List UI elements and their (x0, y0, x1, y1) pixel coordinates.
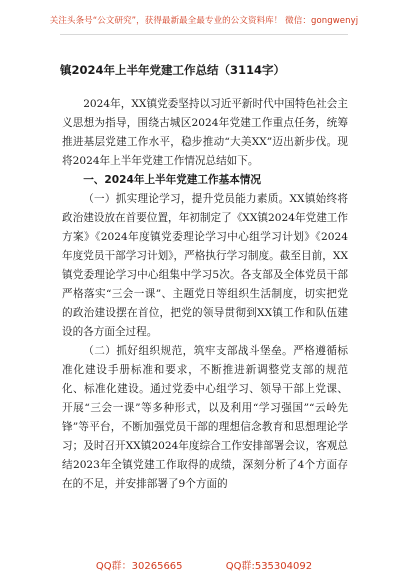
footer (0, 557, 408, 572)
section-heading: 一、2024年上半年党建工作基本情况 (83, 174, 261, 186)
document-title: 镇2024年上半年党建工作总结（3114字） (60, 63, 286, 77)
document-body (62, 95, 348, 494)
footer-qq-group-2: QQ群:535304092 (225, 561, 313, 572)
header-banner (0, 14, 408, 26)
footer-qq-group-1: QQ群：30265665 (95, 561, 183, 572)
paragraph-organization: （二）抓好组织规范，筑牢支部战斗堡垒。严格遵循标准化建设手册标准和要求，不断推进新调整党支部的规范化、标准化建设。通过党委中心组学习、领导干部上党课、开展“三会一课”等多种形式，以及利用“学习强国”“云岭先锋”等平台，不断加强党员干部的理想信念教育和思想理论学习；及时召开XX镇2024年度综合工作安排部署会议，客观总结2023年全镇党建工作取得的成绩，深刻分析了4个方面存在的不足，并安排部署了9个方面的 (62, 345, 348, 490)
intro-paragraph: 2024年，XX镇党委坚持以习近平新时代中国特色社会主义思想为指导，围绕古城区2024年党建工作重点任务，统筹推进基层党建工作水平，稳步推动“大美XX”迈出新步伐。现将2024年上半年党建工作情况总结如下。 (62, 98, 348, 167)
paragraph-theory-study: （一）抓实理论学习，提升党员能力素质。XX镇始终将政治建设放在首要位置，年初制定了《XX镇2024年党建工作方案》《2024年度镇党委理论学习中心组学习计划》《2024年度党员干部学习计划》，严格执行学习制度。截至目前，XX镇党委理论学习中心组集中学习5次。各支部及全体党员干部严格落实“三会一课”、主题党日等组织生活制度，切实把党的政治建设摆在首位，把党的领导贯彻到XX镇工作和队伍建设的各方面全过程。 (62, 193, 348, 338)
header-divider (60, 34, 348, 35)
banner-text: 关注头条号“公文研究”，获得最新最全最专业的公文资料库！ 微信：gongwenyj (49, 16, 359, 26)
